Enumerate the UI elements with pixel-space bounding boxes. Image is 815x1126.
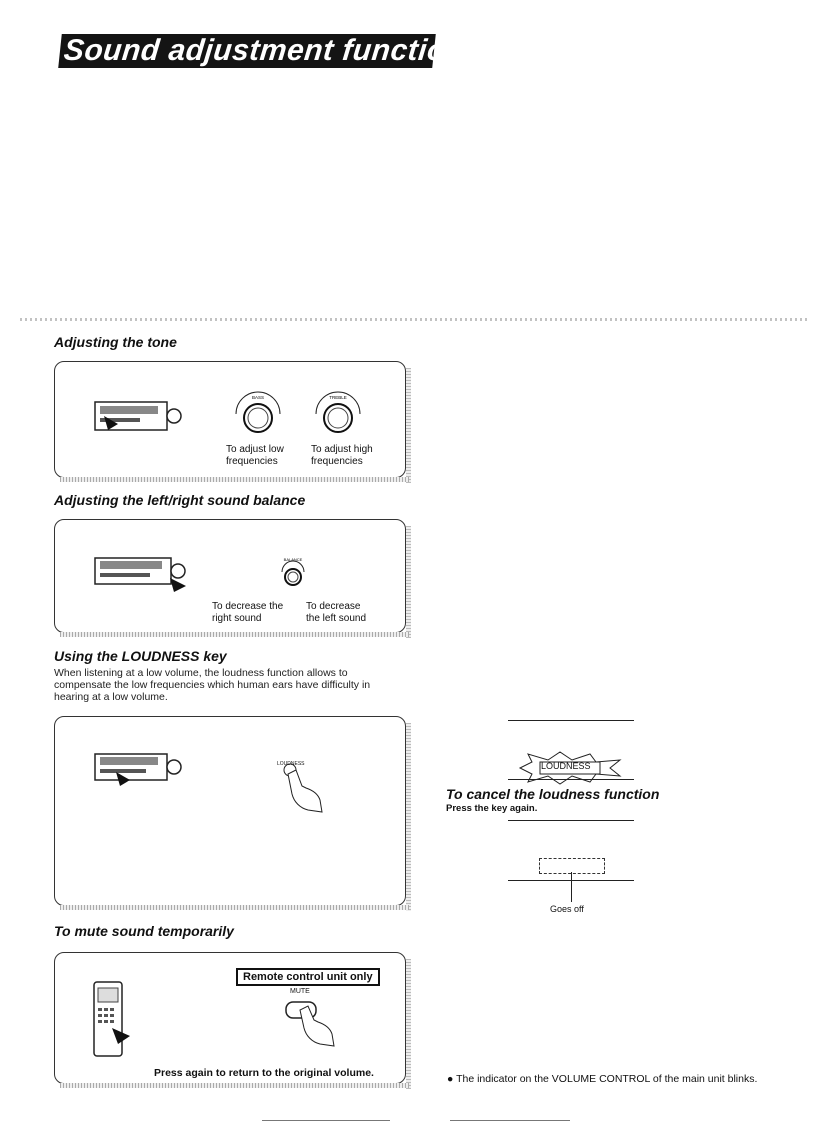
mute-key-hand-pointer-icon <box>284 996 344 1056</box>
loudness-indicator: LOUDNESS <box>541 761 591 771</box>
tone-caption-high: To adjust high frequencies <box>311 444 373 467</box>
remote-only-badge: Remote control unit only <box>236 968 380 986</box>
bullet-note <box>447 1073 757 1085</box>
balance-caption-left: To decrease the left sound <box>306 601 367 624</box>
tone-panel-shadow <box>60 477 409 482</box>
tone-caption-low: To adjust low frequencies <box>226 444 284 467</box>
footer-rule-right <box>450 1120 570 1121</box>
footer-rule-left <box>262 1120 390 1121</box>
svg-text:BASS: BASS <box>251 395 265 400</box>
bass-knob-icon <box>230 392 286 440</box>
bullet-dot: ● <box>447 1073 457 1085</box>
svg-text:TREBLE: TREBLE <box>329 395 347 400</box>
tone-heading: Adjusting the tone <box>54 334 177 350</box>
mute-heading: To mute sound temporarily <box>54 923 234 939</box>
goes-off-label: Goes off <box>550 904 584 914</box>
mute-key-label: MUTE <box>290 988 310 995</box>
loudness-heading: Using the LOUDNESS key <box>54 648 227 664</box>
remote-control-icon <box>90 980 134 1060</box>
balance-caption-right: To decrease the right sound <box>212 601 284 624</box>
loudness-panel-shadow <box>60 905 409 910</box>
balance-knob-icon <box>278 556 308 592</box>
mute-note: Press again to return to the original volume. <box>154 1067 374 1079</box>
indicator-rule-lower <box>508 820 634 821</box>
treble-knob-icon <box>310 392 366 440</box>
bullet-text: The indicator on the VOLUME CONTROL of the main unit blinks. <box>456 1073 758 1085</box>
receiver-icon <box>94 752 184 790</box>
cancel-loudness-text: Press the key again. <box>446 803 538 814</box>
loudness-description: When listening at a low volume, the loudness function allows to compensate the low frequencies which human ears have difficulty in hearing at a low volume. <box>54 667 371 703</box>
indicator-rule-top <box>508 720 634 721</box>
receiver-icon <box>94 556 194 594</box>
page-title: Sound adjustment functions <box>58 34 436 68</box>
svg-text:BALANCE: BALANCE <box>283 557 303 562</box>
loudness-panel <box>54 716 406 906</box>
indicator-off-box <box>539 858 605 874</box>
goes-off-leader <box>571 872 572 902</box>
loudness-key-label: LOUDNESS <box>277 761 305 767</box>
balance-heading: Adjusting the left/right sound balance <box>54 492 306 508</box>
cancel-loudness-heading: To cancel the loudness function <box>446 786 660 802</box>
indicator-rule-mid <box>508 779 634 780</box>
section-divider <box>20 318 810 321</box>
mute-panel-shadow <box>60 1083 409 1088</box>
loudness-key-hand-pointer-icon <box>278 760 334 830</box>
receiver-icon <box>94 400 184 434</box>
balance-panel-shadow <box>60 632 409 637</box>
